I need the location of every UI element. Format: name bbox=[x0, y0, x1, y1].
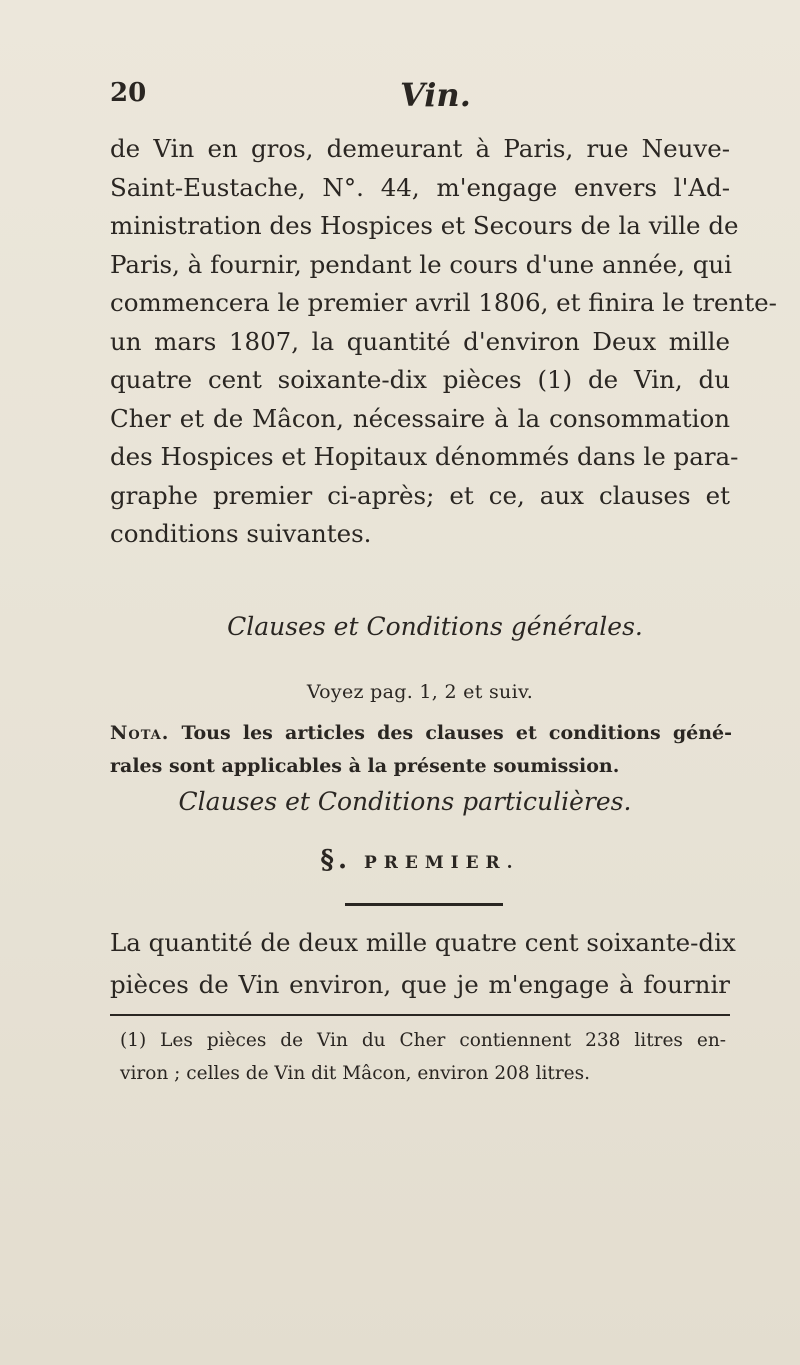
section-label: PREMIER. bbox=[363, 853, 520, 873]
paragraph-line: Cher et de Mâcon, nécessaire à la consommation bbox=[110, 403, 730, 433]
paragraph-line: graphe premier ci-après; et ce, aux clauses et bbox=[110, 480, 730, 510]
paragraph-line: conditions suivantes. bbox=[110, 519, 372, 548]
footnote-line: viron ; celles de Vin dit Mâcon, environ 208 litres. bbox=[120, 1063, 590, 1084]
paragraph-line: un mars 1807, la quantité d'environ Deux mille bbox=[110, 326, 730, 356]
particular-clauses-heading: Clauses et Conditions particulières. bbox=[178, 787, 632, 816]
paragraph-line: Saint-Eustache, N°. 44, m'engage envers l'Ad- bbox=[110, 172, 730, 202]
running-title: Vin. bbox=[400, 76, 471, 114]
nota-line bbox=[110, 717, 732, 750]
opening-paragraph bbox=[110, 130, 777, 554]
paragraph-line: commencera le premier avril 1806, et finira le trente- bbox=[110, 288, 777, 317]
general-clauses-heading: Clauses et Conditions générales. bbox=[227, 612, 643, 641]
paragraph-line: des Hospices et Hopitaux dénommés dans le para- bbox=[110, 442, 739, 471]
nota-block bbox=[110, 717, 732, 783]
paragraph-line: Paris, à fournir, pendant le cours d'une année, qui bbox=[110, 249, 733, 279]
footnote-divider bbox=[110, 1014, 730, 1016]
section-heading bbox=[110, 845, 730, 875]
page-number: 20 bbox=[110, 78, 147, 108]
nota-text: Tous les articles des clauses et conditions géné- bbox=[181, 722, 732, 744]
nota-lead: Nota. bbox=[110, 722, 170, 744]
footnote bbox=[120, 1024, 726, 1090]
paragraph-line: de Vin en gros, demeurant à Paris, rue Neuve- bbox=[110, 134, 730, 163]
nota-line: rales sont applicables à la présente soumission. bbox=[110, 755, 620, 777]
section-paragraph bbox=[110, 922, 736, 1006]
paragraph-line: quatre cent soixante-dix pièces (1) de Vin, du bbox=[110, 365, 730, 394]
paragraph-line: La quantité de deux mille quatre cent soixante-dix bbox=[110, 928, 736, 957]
section-divider bbox=[345, 903, 503, 906]
see-pages-note: Voyez pag. 1, 2 et suiv. bbox=[306, 681, 534, 703]
paragraph-line: ministration des Hospices et Secours de la ville de bbox=[110, 211, 739, 240]
footnote-line: (1) Les pièces de Vin du Cher contiennent 238 litres en- bbox=[120, 1030, 726, 1051]
paragraph-line: pièces de Vin environ, que je m'engage à fournir bbox=[110, 970, 730, 999]
page-header bbox=[110, 78, 720, 118]
section-symbol: §. bbox=[320, 845, 352, 875]
